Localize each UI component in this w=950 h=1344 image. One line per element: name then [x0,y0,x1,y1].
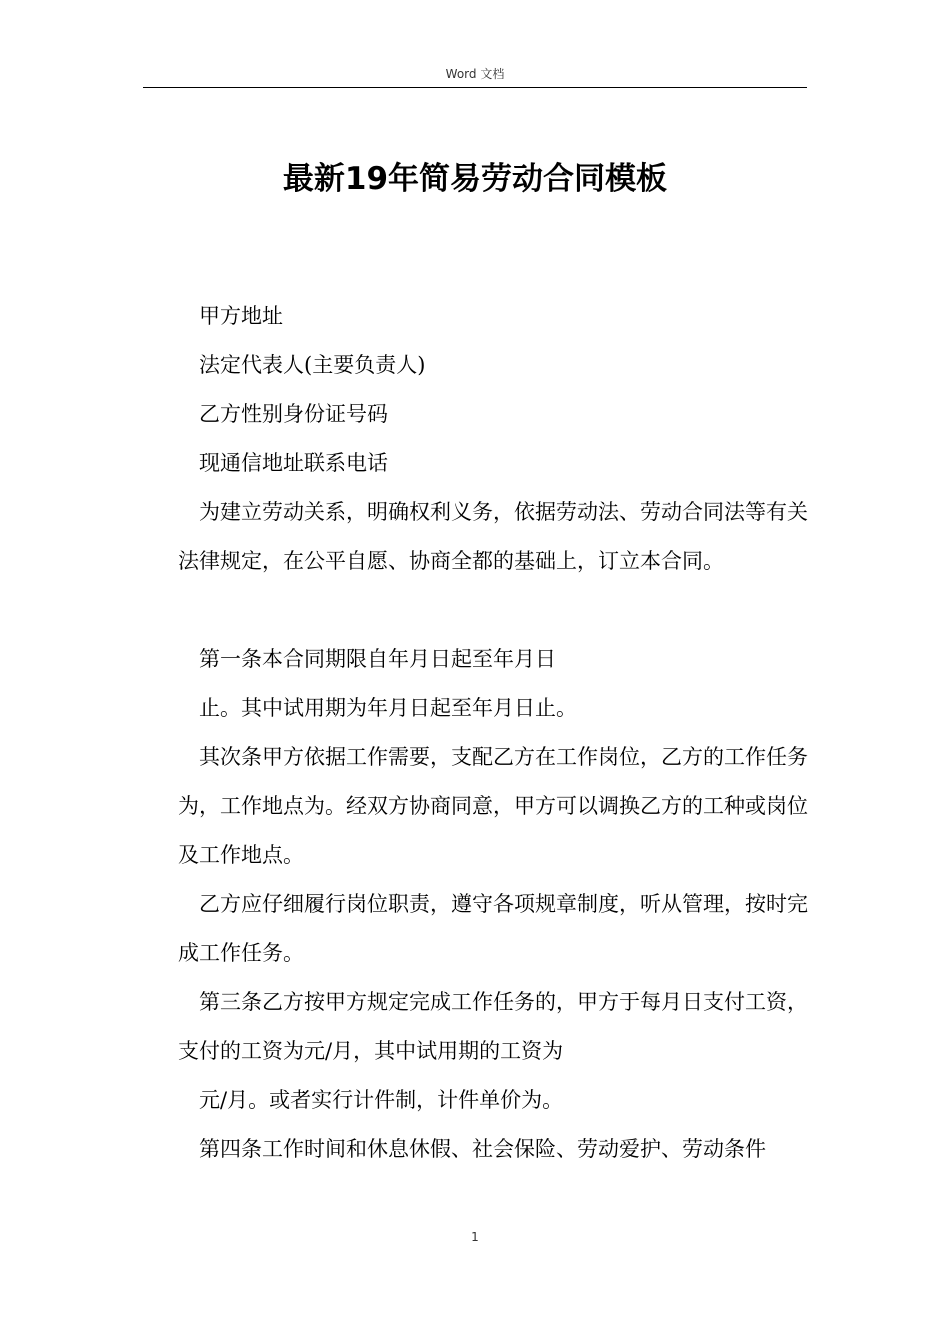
paragraph: 法定代表人(主要负责人) [199,353,426,377]
paragraph: 第四条工作时间和休息休假、社会保险、劳动爱护、劳动条件 [199,1137,766,1161]
header-rule [143,87,807,88]
blank-paragraph [178,586,808,635]
paragraph: 止。其中试用期为年月日起至年月日止。 [199,696,577,720]
document-title: 最新19年简易劳动合同模板 [282,161,668,197]
paragraph: 乙方应仔细履行岗位职责，遵守各项规章制度，听从管理，按时完成工作任务。 [178,892,808,965]
page-header: Word 文档 [445,67,505,81]
paragraph: 现通信地址联系电话 [199,451,388,475]
paragraph: 甲方地址 [199,304,283,328]
page-number: 1 [471,1230,479,1244]
document-body [178,292,808,1174]
paragraph: 第三条乙方按甲方规定完成工作任务的，甲方于每月日支付工资，支付的工资为元/月，其中试用期的工资为 [178,990,808,1063]
paragraph: 为建立劳动关系，明确权利义务，依据劳动法、劳动合同法等有关法律规定，在公平自愿、协商全都的基础上，订立本合同。 [178,500,808,573]
paragraph: 其次条甲方依据工作需要，支配乙方在工作岗位，乙方的工作任务为，工作地点为。经双方协商同意，甲方可以调换乙方的工种或岗位及工作地点。 [178,745,808,867]
paragraph: 乙方性别身份证号码 [199,402,388,426]
paragraph: 元/月。或者实行计件制，计件单价为。 [199,1088,564,1112]
paragraph: 第一条本合同期限自年月日起至年月日 [199,647,556,671]
